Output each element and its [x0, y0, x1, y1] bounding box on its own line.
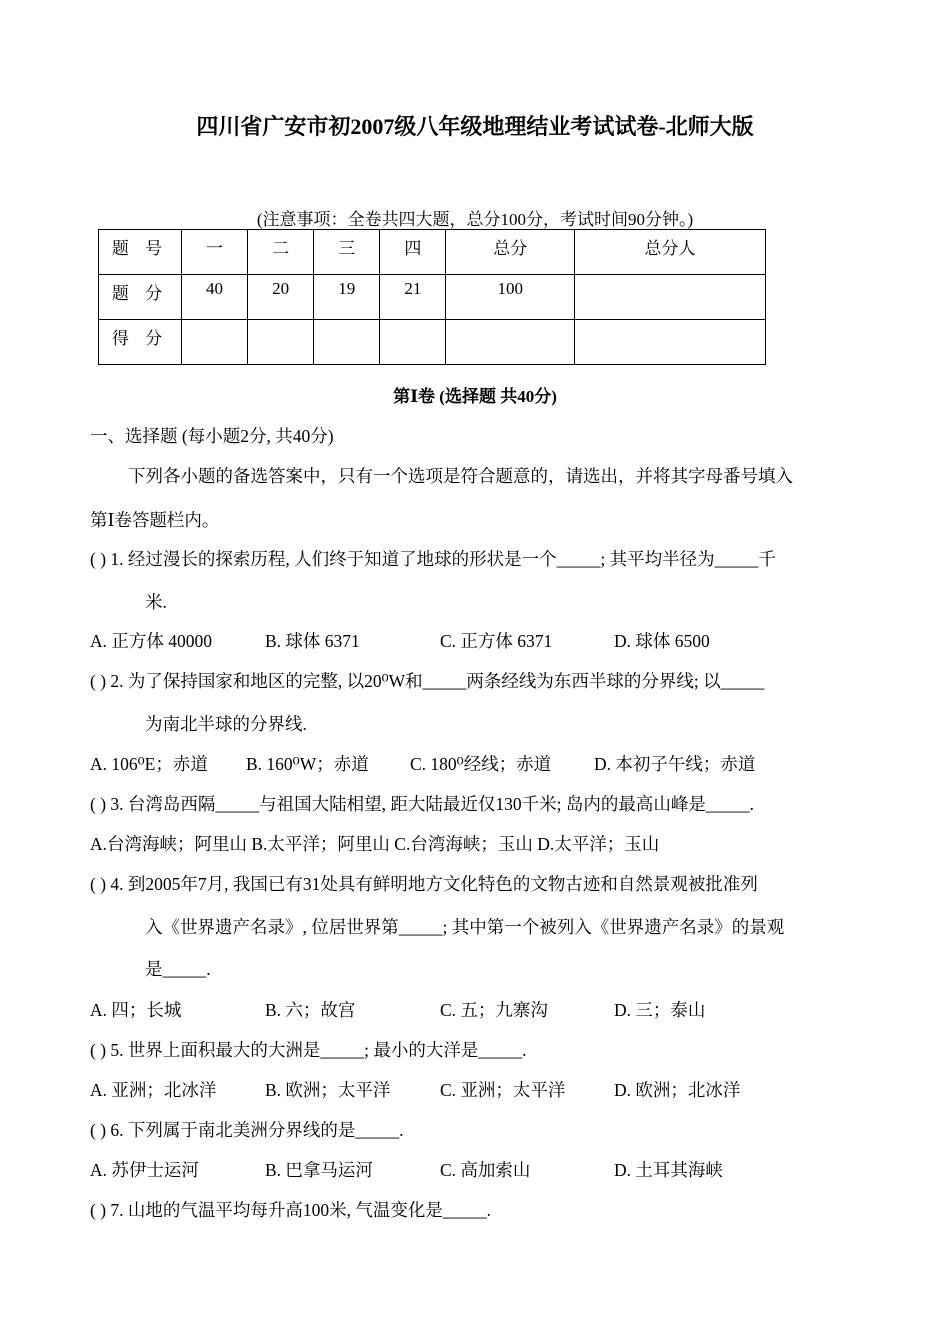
score-input-cell[interactable] — [446, 320, 575, 365]
exam-title: 四川省广安市初2007级八年级地理结业考试试卷-北师大版 — [196, 114, 754, 139]
question-6: ( ) 6. 下列属于南北美洲分界线的是_____. — [90, 1120, 404, 1140]
option-a: A. 106⁰E；赤道 — [90, 754, 208, 774]
option-a: A. 亚洲；北冰洋 — [90, 1080, 217, 1100]
part-heading: 一、选择题 (每小题2分, 共40分) — [90, 426, 334, 446]
score-cell: 三 — [314, 230, 380, 275]
score-cell: 40 — [182, 275, 248, 320]
option-b: B. 球体 6371 — [265, 631, 360, 651]
instructions-line: 第Ⅰ卷答题栏内。 — [90, 510, 220, 530]
score-table-earned-row — [99, 320, 766, 365]
score-cell: 二 — [248, 230, 314, 275]
option-c: C. 正方体 6371 — [440, 631, 553, 651]
score-cell: 总分人 — [574, 230, 765, 275]
question-1-continued: 米. — [145, 592, 167, 612]
option-d: D. 土耳其海峡 — [614, 1160, 723, 1180]
question-7: ( ) 7. 山地的气温平均每升高100米, 气温变化是_____. — [90, 1200, 492, 1220]
question-3: ( ) 3. 台湾岛西隔_____与祖国大陆相望, 距大陆最近仅130千米; 岛内的最高山峰是_____. — [90, 794, 755, 814]
option-b: B. 巴拿马运河 — [265, 1160, 373, 1180]
score-cell: 19 — [314, 275, 380, 320]
score-cell: 20 — [248, 275, 314, 320]
score-cell: 100 — [446, 275, 575, 320]
option-b: B. 六；故宫 — [265, 1000, 356, 1020]
score-table-points-row — [99, 275, 766, 320]
question-4-continued: 入《世界遗产名录》, 位居世界第_____; 其中第一个被列入《世界遗产名录》的景观 — [145, 917, 785, 937]
option-b: B. 160⁰W；赤道 — [246, 754, 369, 774]
score-cell: 得 分 — [99, 320, 182, 365]
option-c: C. 180⁰经线；赤道 — [410, 754, 552, 774]
score-table — [98, 229, 766, 365]
option-a: A. 苏伊士运河 — [90, 1160, 199, 1180]
score-input-cell[interactable] — [182, 320, 248, 365]
question-5: ( ) 5. 世界上面积最大的大洲是_____; 最小的大洋是_____. — [90, 1040, 527, 1060]
question-2: ( ) 2. 为了保持国家和地区的完整, 以20⁰W和_____两条经线为东西半球的分界线; 以_____ — [90, 671, 765, 691]
option-c: C. 五；九寨沟 — [440, 1000, 548, 1020]
question-2-continued: 为南北半球的分界线. — [145, 714, 307, 734]
option-d: D. 三；泰山 — [614, 1000, 706, 1020]
option-a: A. 正方体 40000 — [90, 631, 213, 651]
option-b: B. 欧洲；太平洋 — [265, 1080, 391, 1100]
score-input-cell[interactable] — [248, 320, 314, 365]
option-d: D. 球体 6500 — [614, 631, 710, 651]
score-cell — [574, 275, 765, 320]
instructions-line: 下列各小题的备选答案中，只有一个选项是符合题意的，请选出，并将其字母番号填入 — [128, 466, 793, 486]
exam-note: (注意事项：全卷共四大题，总分100分，考试时间90分钟。) — [256, 210, 694, 229]
question-4-continued: 是_____. — [145, 959, 211, 979]
option-a: A. 四；长城 — [90, 1000, 182, 1020]
score-cell: 题 号 — [99, 230, 182, 275]
options-line: A.台湾海峡；阿里山 B.太平洋；阿里山 C.台湾海峡；玉山 D.太平洋；玉山 — [90, 834, 660, 854]
score-cell: 四 — [380, 230, 446, 275]
score-cell: 题 分 — [99, 275, 182, 320]
score-cell: 总分 — [446, 230, 575, 275]
option-d: D. 欧洲；北冰洋 — [614, 1080, 741, 1100]
score-input-cell[interactable] — [380, 320, 446, 365]
score-table-header-row — [99, 230, 766, 275]
score-cell: 21 — [380, 275, 446, 320]
section-title: 第Ⅰ卷 (选择题 共40分) — [393, 387, 557, 406]
option-c: C. 亚洲；太平洋 — [440, 1080, 566, 1100]
question-4: ( ) 4. 到2005年7月, 我国已有31处具有鲜明地方文化特色的文物古迹和自然景观被批准列 — [90, 874, 758, 894]
score-input-cell[interactable] — [574, 320, 765, 365]
option-c: C. 高加索山 — [440, 1160, 531, 1180]
question-1: ( ) 1. 经过漫长的探索历程, 人们终于知道了地球的形状是一个_____; 其平均半径为_____千 — [90, 549, 776, 569]
score-cell: 一 — [182, 230, 248, 275]
option-d: D. 本初子午线；赤道 — [594, 754, 756, 774]
score-input-cell[interactable] — [314, 320, 380, 365]
